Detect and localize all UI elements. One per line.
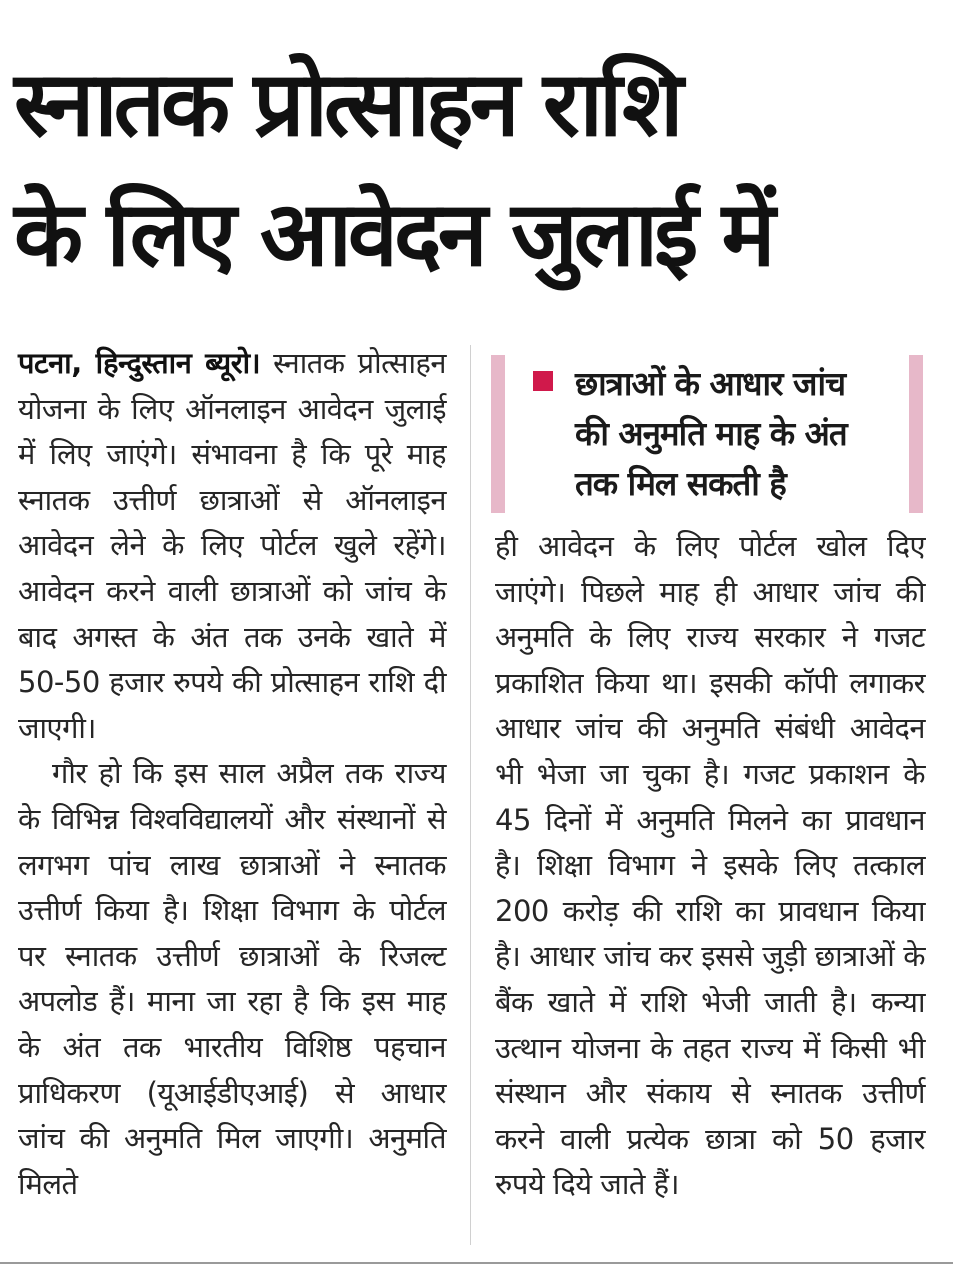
article-right-column	[495, 524, 925, 1208]
highlight-callout	[491, 355, 923, 515]
article-paragraph	[18, 341, 446, 751]
callout-text	[575, 359, 895, 509]
article-paragraph: ही आवेदन के लिए पोर्टल खोल दिए जाएंगे। पिछले माह ही आधार जांच की अनुमति के लिए राज्य सरकार ने गजट प्रकाशित किया था। इसकी कॉपी लगाकर आधार जांच की अनुमति संबंधी आवेदन भी भेजा जा चुका है। गजट प्रकाशन के 45 दिनों में अनुमति मिलने का प्रावधान है। शिक्षा विभाग ने इसके लिए तत्काल 200 करोड़ की राशि का प्रावधान किया है। आधार जांच कर इससे जुड़ी छात्राओं के बैंक खाते में राशि भेजी जाती है। कन्या उत्थान योजना के तहत राज्य में किसी भी संस्थान और संकाय से स्नातक उत्तीर्ण करने वाली प्रत्येक छात्रा को 50 हजार रुपये दिये जाते हैं।	[495, 529, 925, 1202]
headline-line-2: के लिए आवेदन जुलाई में	[14, 182, 772, 287]
callout-bar-right	[909, 355, 923, 513]
bottom-border	[0, 1262, 953, 1264]
column-divider	[470, 345, 471, 1245]
callout-line-2: की अनुमति माह के अंत	[575, 414, 847, 453]
dateline: पटना, हिन्दुस्तान ब्यूरो।	[18, 346, 261, 380]
article-paragraph: गौर हो कि इस साल अप्रैल तक राज्य के विभिन्न विश्वविद्यालयों और संस्थानों से लगभग पांच लाख छात्राओं ने स्नातक उत्तीर्ण किया है। शिक्षा विभाग के पोर्टल पर स्नातक उत्तीर्ण छात्राओं के रिजल्ट अपलोड हैं। माना जा रहा है कि इस माह के अंत तक भारतीय विशिष्ठ पहचान प्राधिकरण (यूआईडीएआई) से आधार जांच की अनुमति मिल जाएगी। अनुमति मिलते	[18, 756, 446, 1201]
bullet-square-icon	[533, 371, 553, 391]
callout-line-3: तक मिल सकती है	[575, 464, 786, 503]
article-text: स्नातक प्रोत्साहन योजना के लिए ऑनलाइन आवेदन जुलाई में लिए जाएंगे। संभावना है कि पूरे माह स्नातक उत्तीर्ण छात्राओं से ऑनलाइन आवेदन लेने के लिए पोर्टल खुले रहेंगे। आवेदन करने वाली छात्राओं को जांच के बाद अगस्त के अंत तक उनके खाते में 50-50 हजार रुपये की प्रोत्साहन राशि दी जाएगी।	[18, 346, 447, 745]
headline	[14, 40, 944, 300]
callout-bar-left	[491, 355, 505, 513]
article-left-column	[18, 341, 446, 1207]
callout-line-1: छात्राओं के आधार जांच	[575, 364, 846, 403]
headline-line-1: स्नातक प्रोत्साहन राशि	[14, 52, 680, 157]
